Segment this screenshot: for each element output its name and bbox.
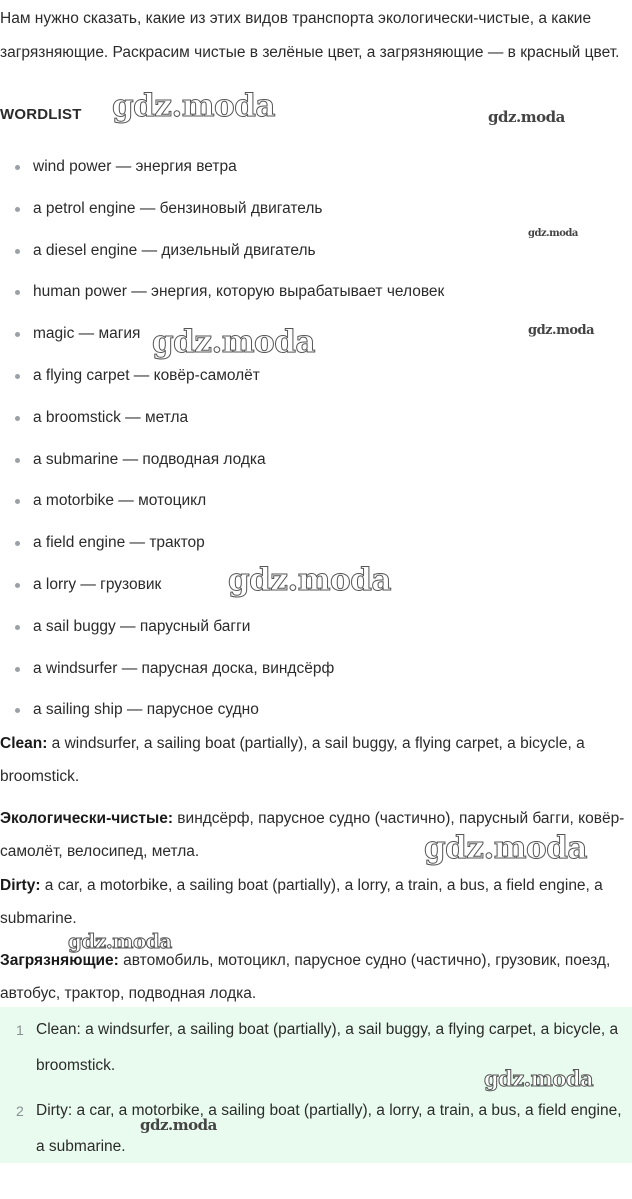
watermark-logo: gdz.moda [528, 228, 578, 239]
list-item: a motorbike — мотоцикл [0, 480, 632, 522]
list-item: a field engine — трактор [0, 522, 632, 564]
list-item: a petrol engine — бензиновый двигатель [0, 188, 632, 230]
list-item: a diesel engine — дизельный двигатель [0, 230, 632, 272]
bullet-icon [15, 625, 20, 630]
clean-text: a windsurfer, a sailing boat (partially), a sail buggy, a flying carpet, a bicycle, a broomstick. [0, 735, 585, 785]
answer-number: 1 [16, 1022, 24, 1038]
watermark-logo: gdz.moda [484, 1066, 594, 1091]
watermark-logo: gdz.moda [112, 88, 275, 124]
bullet-icon [15, 667, 20, 672]
watermark-logo: gdz.moda [488, 108, 565, 126]
list-item: a flying carpet — ковёр-самолёт [0, 355, 632, 397]
clean-ru-text: виндсёрф, парусное судно (частично), парусный багги, ковёр-самолёт, велосипед, метла. [0, 810, 625, 860]
dirty-label: Dirty: [0, 877, 41, 894]
list-item: magic — магия [0, 313, 632, 355]
dirty-text: a car, a motorbike, a sailing boat (partially), a lorry, a train, a bus, a field engine, a submarine. [0, 877, 603, 927]
bullet-icon [15, 332, 20, 337]
list-item: a windsurfer — парусная доска, виндсёрф [0, 648, 632, 690]
list-item: wind power — энергия ветра [0, 146, 632, 188]
dirty-ru-label: Загрязняющие: [0, 952, 119, 969]
bullet-icon [15, 499, 20, 504]
list-item: a sailing ship — парусное судно [0, 689, 632, 731]
watermark-logo: gdz.moda [68, 929, 172, 953]
bullet-icon [15, 708, 20, 713]
list-item: a sail buggy — парусный багги [0, 606, 632, 648]
dirty-paragraph [0, 869, 630, 935]
list-item: human power — энергия, которую вырабатывает человек [0, 271, 632, 313]
list-item: a lorry — грузовик [0, 564, 632, 606]
bullet-icon [15, 249, 20, 254]
bullet-icon [15, 374, 20, 379]
watermark-logo: gdz.moda [424, 830, 587, 866]
watermark-logo: gdz.moda [228, 562, 391, 598]
watermark-logo: gdz.moda [140, 1116, 217, 1134]
bullet-icon [15, 165, 20, 170]
clean-paragraph [0, 727, 630, 793]
answer-item: Dirty: a car, a motorbike, a sailing boat (partially), a lorry, a train, a bus, a field engine, a submarine. [36, 1102, 622, 1155]
list-item: a submarine — подводная лодка [0, 439, 632, 481]
dirty-ru-text: автомобиль, мотоцикл, парусное судно (частично), грузовик, поезд, автобус, трактор, подводная лодка. [0, 952, 611, 1002]
wordlist-heading: WORDLIST [0, 106, 82, 123]
bullet-icon [15, 458, 20, 463]
list-item: a broomstick — метла [0, 397, 632, 439]
clean-ru-label: Экологически-чистые: [0, 810, 173, 827]
watermark-logo: gdz.moda [152, 324, 315, 360]
clean-label: Clean: [0, 735, 48, 752]
dirty-ru-paragraph [0, 944, 630, 1010]
bullet-icon [15, 416, 20, 421]
watermark-logo: gdz.moda [528, 323, 595, 338]
bullet-icon [15, 583, 20, 588]
answer-item: Clean: a windsurfer, a sailing boat (partially), a sail buggy, a flying carpet, a bicycle, a broomstick. [36, 1021, 619, 1074]
intro-paragraph: Нам нужно сказать, какие из этих видов транспорта экологически-чистые, а какие загрязняющие. Раскрасим чистые в зелёные цвет, а загрязняющие — в красный цвет. [0, 10, 620, 61]
bullet-icon [15, 207, 20, 212]
bullet-icon [15, 541, 20, 546]
bullet-icon [15, 290, 20, 295]
answer-number: 2 [16, 1103, 24, 1119]
